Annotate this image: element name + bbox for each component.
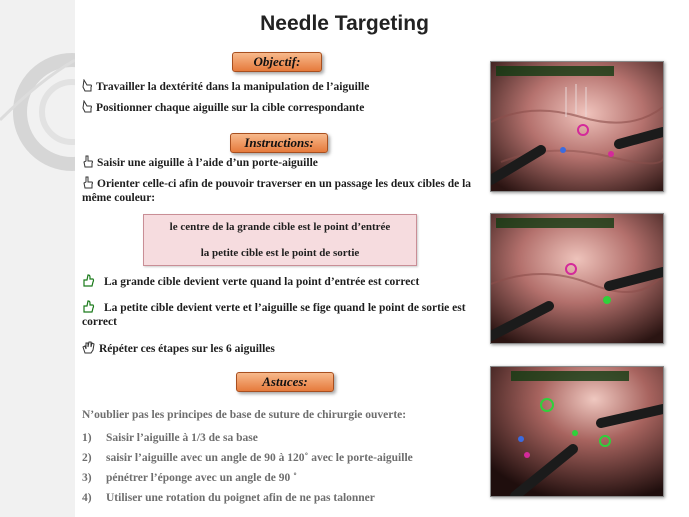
thumbs-up-icon	[82, 300, 95, 313]
objectif-label: Objectif:	[232, 52, 322, 72]
instruction-text-2: Orienter celle-ci afin de pouvoir traverser en un passage les deux cibles de la même couleur:	[82, 178, 472, 204]
objectif-text-1: Travailler la dextérité dans la manipulation de l’aiguille	[96, 81, 370, 93]
page-title: Needle Targeting	[260, 12, 429, 35]
tip-text: saisir l’aiguille avec un angle de 90 à 120˚ avec le porte-aiguille	[106, 452, 413, 464]
check-text-2: La petite cible devient verte et l’aiguille se fige quand le point de sortie est correct	[82, 302, 466, 328]
check-item-1	[82, 274, 419, 289]
entry-exit-box	[143, 214, 417, 266]
simulator-screenshot-2	[490, 213, 664, 344]
astuces-label: Astuces:	[236, 372, 334, 392]
instructions-label: Instructions:	[230, 133, 328, 153]
repeat-item	[82, 341, 275, 356]
tip-number: 4)	[82, 492, 92, 504]
hand-pointing-icon	[82, 100, 93, 113]
repeat-text: Répéter ces étapes sur les 6 aiguilles	[99, 343, 275, 355]
instruction-item-1	[82, 155, 318, 170]
decorative-sidebar	[0, 0, 75, 517]
hand-wave-icon	[82, 341, 96, 354]
tip-number: 2)	[82, 452, 92, 464]
tips-intro: N’oublier pas les principes de base de suture de chirurgie ouverte:	[82, 409, 407, 421]
tip-text: Utiliser une rotation du poignet afin de ne pas talonner	[106, 492, 375, 504]
tip-text: pénétrer l’éponge avec un angle de 90 ˚	[106, 472, 297, 484]
simulator-screenshot-3	[490, 366, 664, 497]
decorative-arcs	[0, 0, 75, 517]
objectif-item-2	[82, 100, 364, 115]
objectif-item-1	[82, 79, 369, 94]
simulator-screenshot-1	[490, 61, 664, 192]
hand-pointing-up-icon	[82, 155, 94, 168]
check-text-1: La grande cible devient verte quand la point d’entrée est correct	[104, 276, 420, 288]
entry-point-text: le centre de la grande cible est le point d’entrée	[169, 221, 391, 233]
exit-point-text: la petite cible est le point de sortie	[200, 247, 360, 259]
instruction-text-1: Saisir une aiguille à l’aide d’un porte-aiguille	[97, 157, 318, 169]
tip-text: Saisir l’aiguille à 1/3 de sa base	[106, 432, 258, 444]
thumbs-up-icon	[82, 274, 95, 287]
objectif-text-2: Positionner chaque aiguille sur la cible correspondante	[96, 102, 365, 114]
hand-pointing-icon	[82, 79, 93, 92]
check-item-2	[82, 300, 480, 329]
instruction-item-2	[82, 176, 480, 205]
hand-pointing-up-icon	[82, 176, 94, 189]
tip-number: 1)	[82, 432, 92, 444]
tip-number: 3)	[82, 472, 92, 484]
